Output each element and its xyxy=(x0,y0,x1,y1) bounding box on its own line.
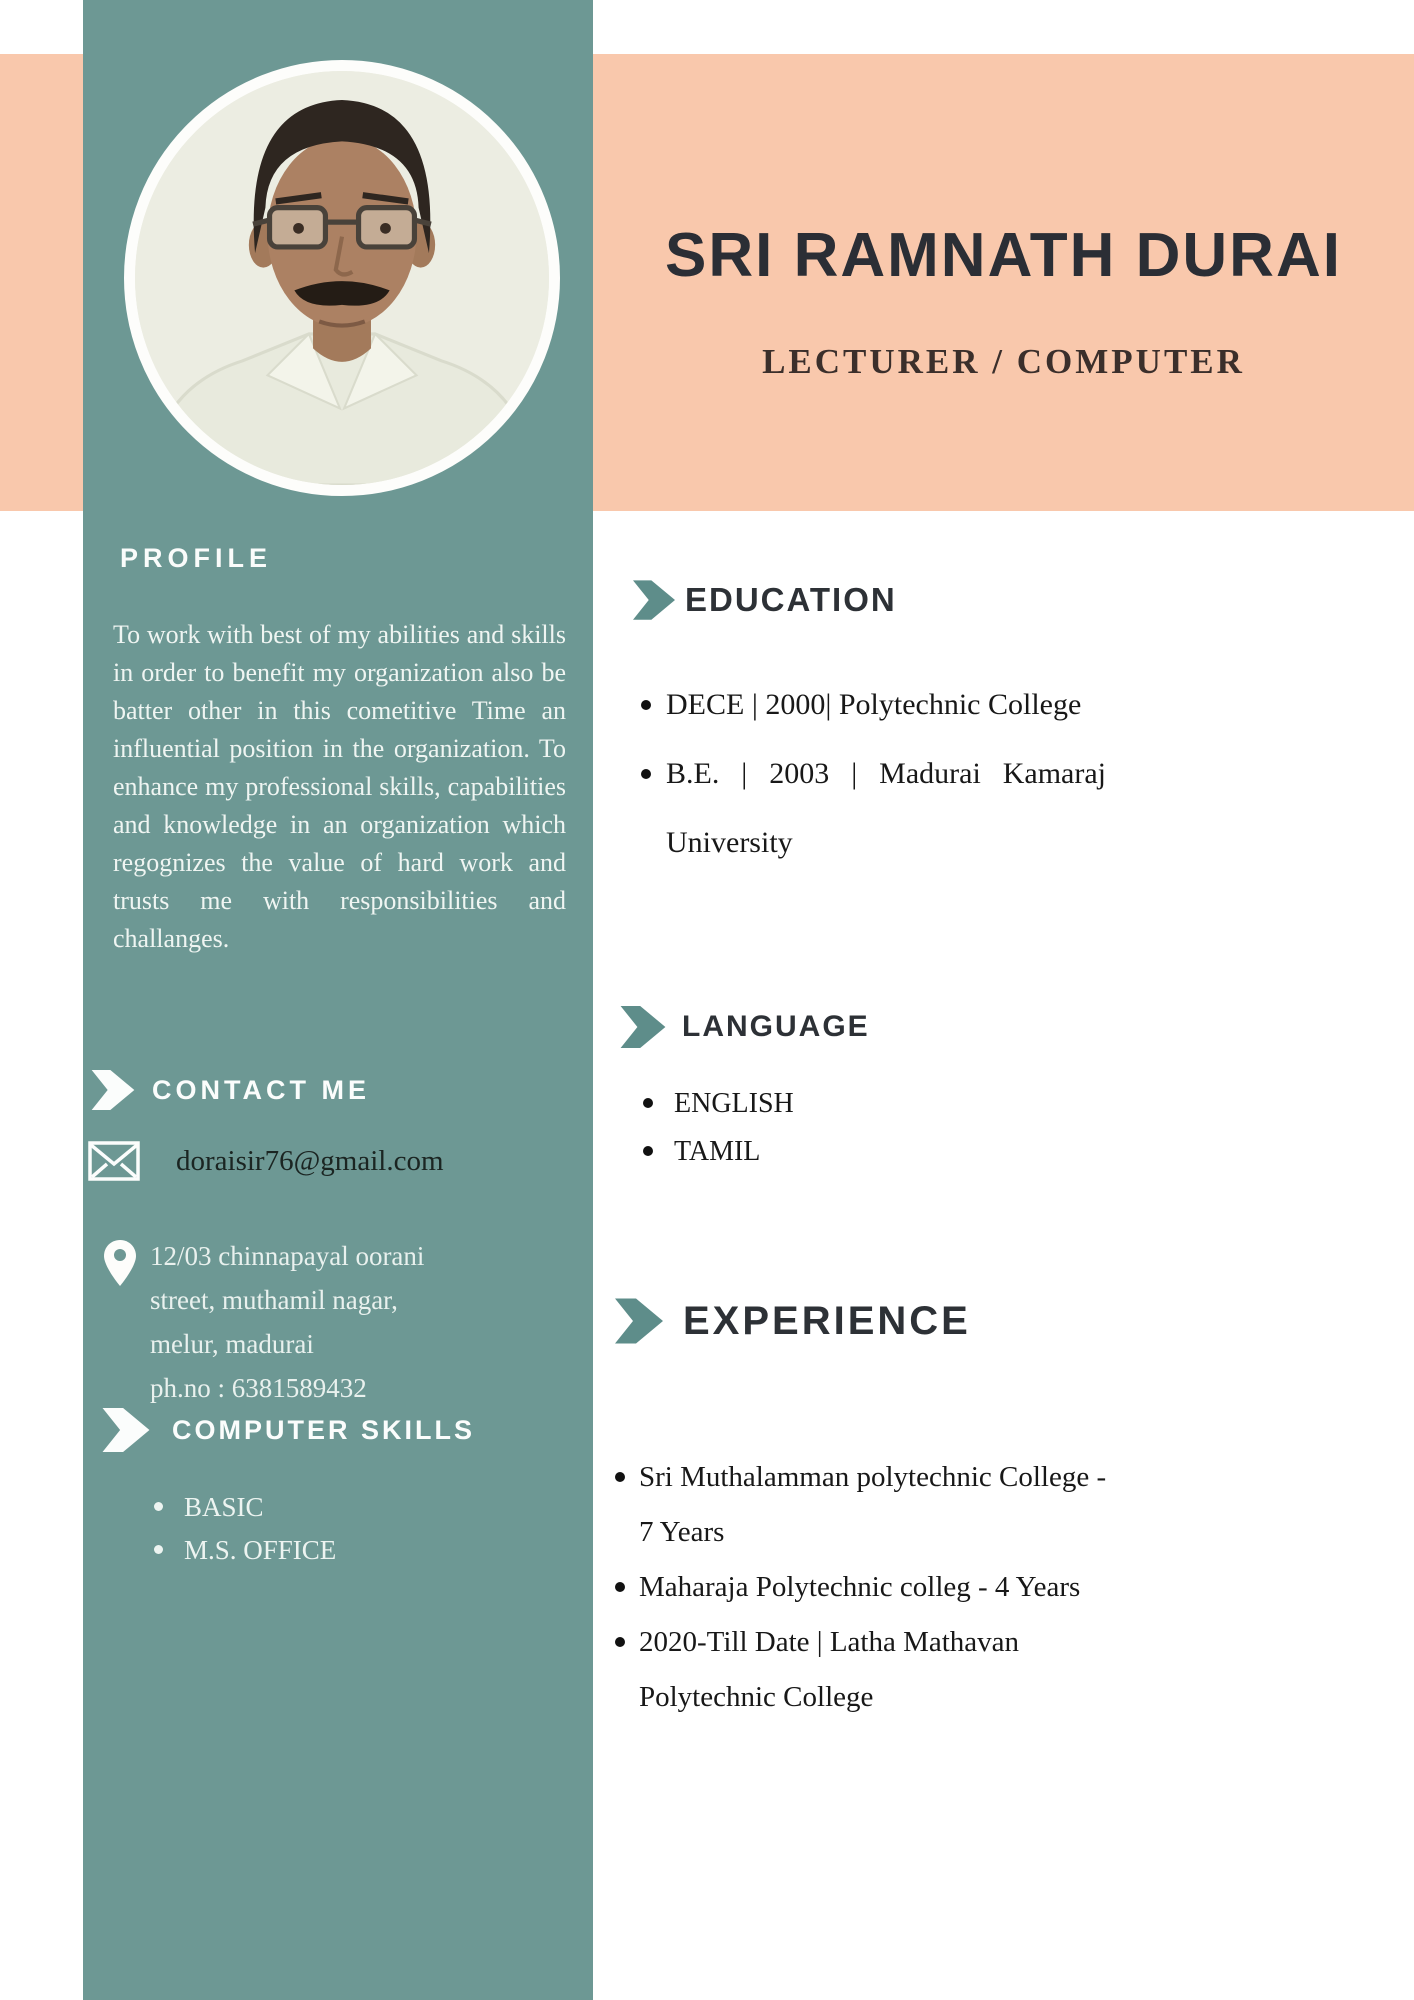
language-item: TAMIL xyxy=(641,1135,794,1169)
contact-section-header xyxy=(90,1070,370,1110)
skills-list xyxy=(148,1492,336,1578)
skill-item: M.S. OFFICE xyxy=(148,1535,336,1565)
skills-section-title: COMPUTER SKILLS xyxy=(172,1414,476,1445)
portrait-illustration xyxy=(135,71,549,485)
location-pin-icon xyxy=(104,1240,136,1286)
experience-section-title: EXPERIENCE xyxy=(683,1298,971,1343)
language-item: ENGLISH xyxy=(641,1087,794,1121)
education-item: DECE | 2000| Polytechnic College xyxy=(641,670,1106,739)
chevron-right-icon xyxy=(615,1298,663,1344)
language-list xyxy=(641,1087,794,1183)
skill-item: BASIC xyxy=(148,1492,336,1522)
language-section-title: LANGUAGE xyxy=(682,1010,870,1043)
experience-item: Sri Muthalamman polytechnic College - 7 Years xyxy=(615,1450,1120,1560)
chevron-right-icon xyxy=(620,1006,666,1048)
chevron-right-icon xyxy=(633,580,675,620)
email-address: doraisir76@gmail.com xyxy=(176,1144,444,1177)
address-row xyxy=(104,1240,424,1410)
chevron-right-icon xyxy=(90,1070,136,1110)
profile-summary-text: To work with best of my abilities and skills in order to benefit my organization also be batter other in this cometitive Time an influential position in the organization. To enhance my professional skills, capabilities and knowledge in an organization which regognizes the value of hard work and trusts me with responsibilities and challanges. xyxy=(113,620,566,953)
email-row xyxy=(88,1140,444,1182)
language-section-header xyxy=(620,1006,870,1048)
experience-list xyxy=(615,1450,1120,1725)
profile-photo xyxy=(124,60,560,496)
skills-section-header xyxy=(102,1408,475,1452)
page-title: SRI RAMNATH DURAI xyxy=(665,221,1342,290)
profile-section-title: PROFILE xyxy=(120,543,273,573)
experience-item: Maharaja Polytechnic colleg - 4 Years xyxy=(615,1560,1120,1615)
address-line: melur, madurai xyxy=(150,1329,314,1359)
address-line: 12/03 chinnapayal oorani xyxy=(150,1241,425,1271)
education-item: B.E. | 2003 | Madurai Kamaraj University xyxy=(641,739,1106,877)
experience-section-header xyxy=(615,1298,971,1344)
education-section-header xyxy=(633,580,897,620)
education-section-title: EDUCATION xyxy=(685,581,897,618)
job-title: LECTURER / COMPUTER xyxy=(762,342,1245,381)
experience-item: 2020-Till Date | Latha Mathavan Polytechnic College xyxy=(615,1615,1120,1725)
address-line: ph.no : 6381589432 xyxy=(150,1373,367,1403)
envelope-icon xyxy=(88,1140,140,1182)
chevron-right-icon xyxy=(102,1408,150,1452)
postal-address xyxy=(150,1234,424,1410)
address-line: street, muthamil nagar, xyxy=(150,1285,398,1315)
contact-section-title: CONTACT ME xyxy=(152,1074,370,1105)
education-list xyxy=(641,670,1106,877)
